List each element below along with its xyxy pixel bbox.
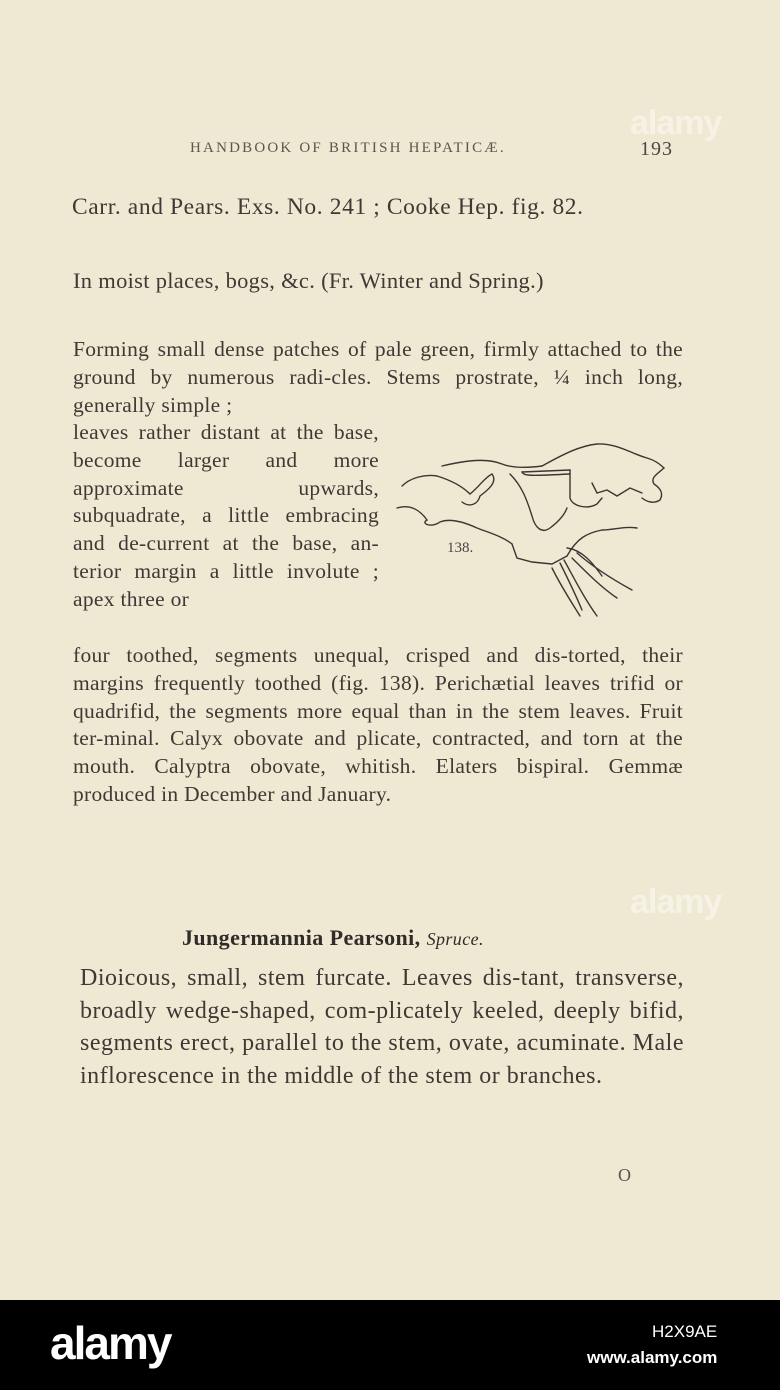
site-url[interactable]: www.alamy.com xyxy=(587,1348,718,1367)
signature-mark: O xyxy=(618,1165,631,1185)
figure-138-illustration xyxy=(392,438,677,623)
figure-number: 138. xyxy=(447,540,474,556)
habitat-paragraph: In moist places, bogs, &c. (Fr. Winter and Spring.) xyxy=(73,268,544,293)
image-id: H2X9AE xyxy=(652,1322,718,1341)
description-paragraph-start: Forming small dense patches of pale green, firmly attached to the ground by numerous radi-cles. Stems prostrate, ¼ inch long, generally simple ; xyxy=(73,337,683,417)
running-title: HANDBOOK OF BRITISH HEPATICÆ. xyxy=(190,140,506,156)
alamy-logo: alamy xyxy=(50,1317,171,1369)
reference-paragraph: Carr. and Pears. Exs. No. 241 ; Cooke Hep. fig. 82. xyxy=(72,194,584,220)
description-paragraph-wrapped: leaves rather distant at the base, become larger and more approximate upwards, subquadrate, a little embracing and de-current at the base, an-terior margin a little involute ; apex three or xyxy=(73,420,379,611)
species-name: Jungermannia Pearsoni, xyxy=(182,925,421,950)
watermark-overlay: alamy xyxy=(630,104,722,142)
species-heading xyxy=(182,925,484,951)
species-author: Spruce. xyxy=(426,929,484,949)
description-paragraph-end: four toothed, segments unequal, crisped and dis-torted, their margins frequently toothed (fig. 138). Perichætial leaves trifid or quadrifid, the segments more equal than in the stem leaves. Fruit ter-minal. Calyx obovate and plicate, contracted, and torn at the mouth. Calyptra obovate, whitish. Elaters bispiral. Gemmæ produced in December and January. xyxy=(73,643,683,806)
watermark-overlay-2: alamy xyxy=(630,883,722,921)
page-number: 193 xyxy=(640,138,673,160)
species-description: Dioicous, small, stem furcate. Leaves dis-tant, transverse, broadly wedge-shaped, com-plicately keeled, deeply bifid, segments erect, parallel to the stem, ovate, acuminate. Male inflorescence in the middle of the stem or branches. xyxy=(80,965,684,1089)
leaf-drawing xyxy=(392,438,677,623)
